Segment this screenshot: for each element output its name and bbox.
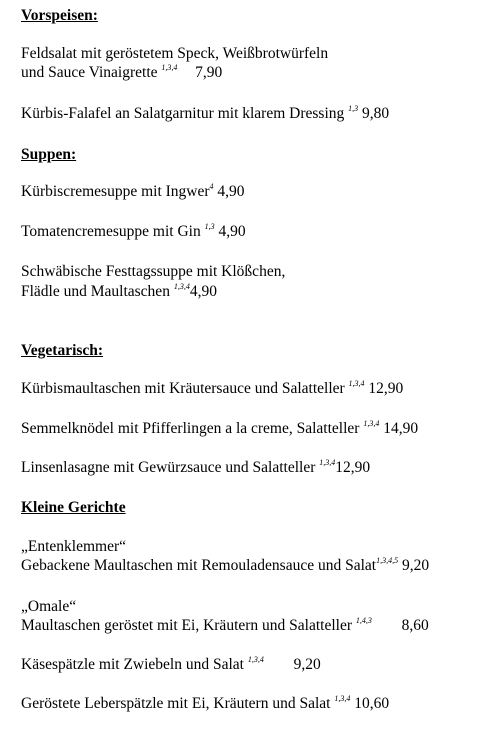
allergen-codes: 4 bbox=[209, 181, 214, 191]
menu-item-entenklemmer-desc bbox=[21, 557, 429, 575]
menu-item-entenklemmer-title: „Entenklemmer“ bbox=[21, 538, 127, 555]
menu-item-price: 9,80 bbox=[362, 105, 390, 122]
menu-item-semmelknoedel bbox=[21, 420, 418, 438]
menu-item-price: 4,90 bbox=[217, 183, 245, 200]
menu-item-name: Semmelknödel mit Pfifferlingen a la creme, Salatteller bbox=[21, 420, 360, 437]
menu-item-omale-title: „Omale“ bbox=[21, 598, 77, 615]
menu-item-price: 4,90 bbox=[189, 283, 217, 300]
allergen-codes: 1,3,4 bbox=[247, 654, 264, 664]
menu-item-price: 12,90 bbox=[368, 380, 404, 397]
menu-item-price: 7,90 bbox=[195, 64, 223, 81]
allergen-codes: 1,3,4 bbox=[161, 62, 178, 72]
section-heading-vorspeisen: Vorspeisen: bbox=[21, 7, 98, 24]
menu-item-kaesespaetzle bbox=[21, 656, 321, 674]
allergen-codes: 1,3,4 bbox=[348, 378, 365, 388]
menu-item-kuerbis-falafel bbox=[21, 105, 389, 123]
allergen-codes: 1,3 bbox=[204, 221, 215, 231]
menu-item-name: Geröstete Leberspätzle mit Ei, Kräutern und Salat bbox=[21, 695, 331, 712]
menu-item-price: 10,60 bbox=[354, 695, 390, 712]
menu-item-name: Flädle und Maultaschen bbox=[21, 283, 170, 300]
menu-item-kuerbismaultaschen bbox=[21, 380, 403, 398]
menu-item-name: Tomatencremesuppe mit Gin bbox=[21, 223, 201, 240]
section-heading-suppen: Suppen: bbox=[21, 146, 77, 163]
menu-item-name: Gebackene Maultaschen mit Remouladensauce und Salat bbox=[21, 557, 377, 574]
menu-item-price: 9,20 bbox=[401, 557, 430, 574]
menu-item-name: Kürbis-Falafel an Salatgarnitur mit klarem Dressing bbox=[21, 105, 345, 122]
menu-item-festtagssuppe-line1: Schwäbische Festtagssuppe mit Klößchen, bbox=[21, 263, 286, 280]
menu-item-name: Kürbiscremesuppe mit Ingwer bbox=[21, 183, 210, 200]
menu-item-omale-desc bbox=[21, 617, 429, 635]
menu-item-price: 12,90 bbox=[335, 459, 371, 476]
section-heading-vegetarisch: Vegetarisch: bbox=[21, 342, 104, 359]
menu-item-name: Kürbismaultaschen mit Kräutersauce und Salatteller bbox=[21, 380, 345, 397]
allergen-codes: 1,3,4 bbox=[173, 281, 190, 291]
allergen-codes: 1,3,4 bbox=[334, 693, 351, 703]
menu-item-price: 9,20 bbox=[293, 656, 321, 673]
menu-item-name: Käsespätzle mit Zwiebeln und Salat bbox=[21, 656, 244, 673]
menu-item-name: und Sauce Vinaigrette bbox=[21, 64, 158, 81]
allergen-codes: 1,3 bbox=[348, 103, 359, 113]
menu-item-kuerbiscremesuppe bbox=[21, 183, 245, 201]
menu-item-leberspaetzle bbox=[21, 695, 389, 713]
menu-item-linsenlasagne bbox=[21, 459, 370, 477]
menu-item-price: 14,90 bbox=[383, 420, 419, 437]
menu-item-name: Linsenlasagne mit Gewürzsauce und Salatteller bbox=[21, 459, 316, 476]
allergen-codes: 1,3,4,5 bbox=[376, 555, 399, 565]
menu-item-price: 4,90 bbox=[218, 223, 246, 240]
allergen-codes: 1,3,4 bbox=[363, 418, 380, 428]
menu-item-feldsalat-line1: Feldsalat mit geröstetem Speck, Weißbrotwürfeln bbox=[21, 45, 329, 62]
menu-item-festtagssuppe-line2 bbox=[21, 283, 217, 301]
menu-item-tomatencremesuppe bbox=[21, 223, 246, 241]
menu-item-price: 8,60 bbox=[401, 617, 429, 634]
allergen-codes: 1,3,4 bbox=[319, 457, 336, 467]
menu-item-feldsalat-line2 bbox=[21, 64, 222, 82]
allergen-codes: 1,4,3 bbox=[355, 615, 372, 625]
section-heading-kleine-gerichte: Kleine Gerichte bbox=[21, 499, 126, 516]
menu-item-name: Maultaschen geröstet mit Ei, Kräutern und Salatteller bbox=[21, 617, 352, 634]
